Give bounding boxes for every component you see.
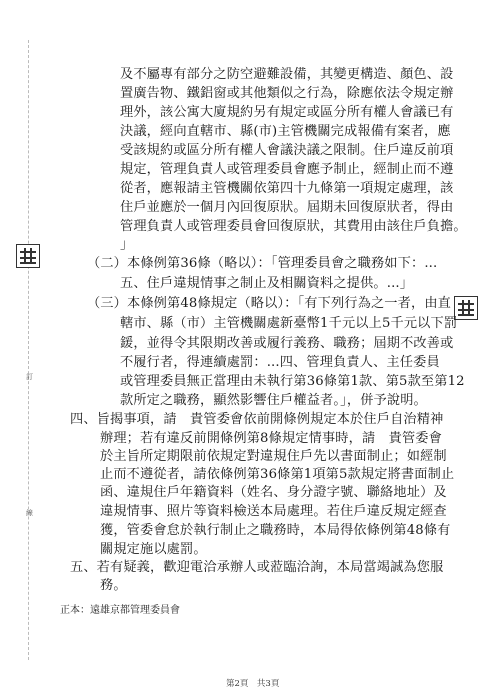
body-line: 獲，管委會怠於執行制止之職務時，本局得依條例第48條有 [100, 523, 451, 538]
body-line: 不履行者，得連續處罰：...四、管理負責人、主任委員 [120, 355, 440, 370]
body-line: 管理負責人或管理委員會回復原狀，其費用由該住戶負擔。 [120, 219, 467, 234]
body-line: 函、違規住戶年籍資料（姓名、身分證字號、聯絡地址）及 [100, 485, 447, 500]
body-line: 受該規約或區分所有權人會議決議之限制。住戶違反前項 [120, 143, 454, 158]
body-line: 務。 [100, 578, 127, 593]
body-line: 決議，經向直轄市、縣(市)主管機關完成報備有案者，應 [120, 124, 451, 139]
body-line: 五、若有疑義，歡迎電洽承辦人或蒞臨洽詢，本局當竭誠為您服 [70, 560, 444, 575]
recipient-line: 正本：遠雄京都管理委員會 [60, 605, 180, 616]
body-line: （三）本條例第48條規定（略以）：「有下列行為之一者，由直 [87, 296, 451, 311]
body-line: （二）本條例第36條（略以）：「管理委員會之職務如下：... [87, 256, 438, 271]
seal-stamp-icon [454, 296, 478, 320]
body-line: 」 [120, 237, 134, 252]
body-line: 置廣告物、鐵鋁窗或其他類似之行為，除應依法令規定辦 [120, 86, 454, 101]
body-line: 五、住戶違規情事之制止及相關資料之提供。...」 [120, 276, 414, 291]
body-line: 轄市、縣（市）主管機關處新臺幣1千元以上5千元以下罰 [120, 316, 458, 331]
body-line: 款所定之職務，顯然影響住戶權益者。」，併予說明。 [120, 393, 427, 408]
binding-mark-xian: 線 [26, 509, 33, 517]
body-line: 違規情事、照片等資料檢送本局處理。若住戶違反規定經查 [100, 504, 447, 519]
body-line: 關規定施以處罰。 [100, 542, 207, 557]
binding-line [28, 40, 29, 660]
body-line: 理外，該公寓大廈規約另有規定或區分所有權人會議已有 [120, 105, 454, 120]
body-line: 及不屬專有部分之防空避難設備，其變更構造、顏色、設 [120, 67, 454, 82]
body-line: 住戶並應於一個月內回復原狀。屆期未回復原狀者，得由 [120, 200, 454, 215]
body-line: 於主旨所定期限前依規定對違規住戶先以書面制止；如經制 [100, 449, 447, 464]
seal-stamp-icon [16, 244, 40, 268]
body-line: 或管理委員無正當理由未執行第36條第1款、第5款至第12 [120, 374, 465, 389]
body-line: 止而不遵從者，請依條例第36條第1項第5款規定將書面制止 [100, 467, 455, 482]
body-line: 四、旨揭事項，請 貴管委會依前開條例規定本於住戶自治精神 [70, 412, 444, 427]
body-line: 辦理；若有違反前開條例第8條規定情事時，請 貴管委會 [100, 431, 442, 446]
body-line: 從者，應報請主管機關依第四十九條第一項規定處理，該 [120, 181, 454, 196]
body-line: 規定，管理負責人或管理委員會應予制止，經制止而不遵 [120, 162, 454, 177]
page-number-footer: 第2頁 共3頁 [226, 679, 280, 689]
binding-mark-ding: 訂 [26, 373, 33, 381]
body-line: 鍰，並得令其限期改善或履行義務、職務；屆期不改善或 [120, 336, 454, 351]
